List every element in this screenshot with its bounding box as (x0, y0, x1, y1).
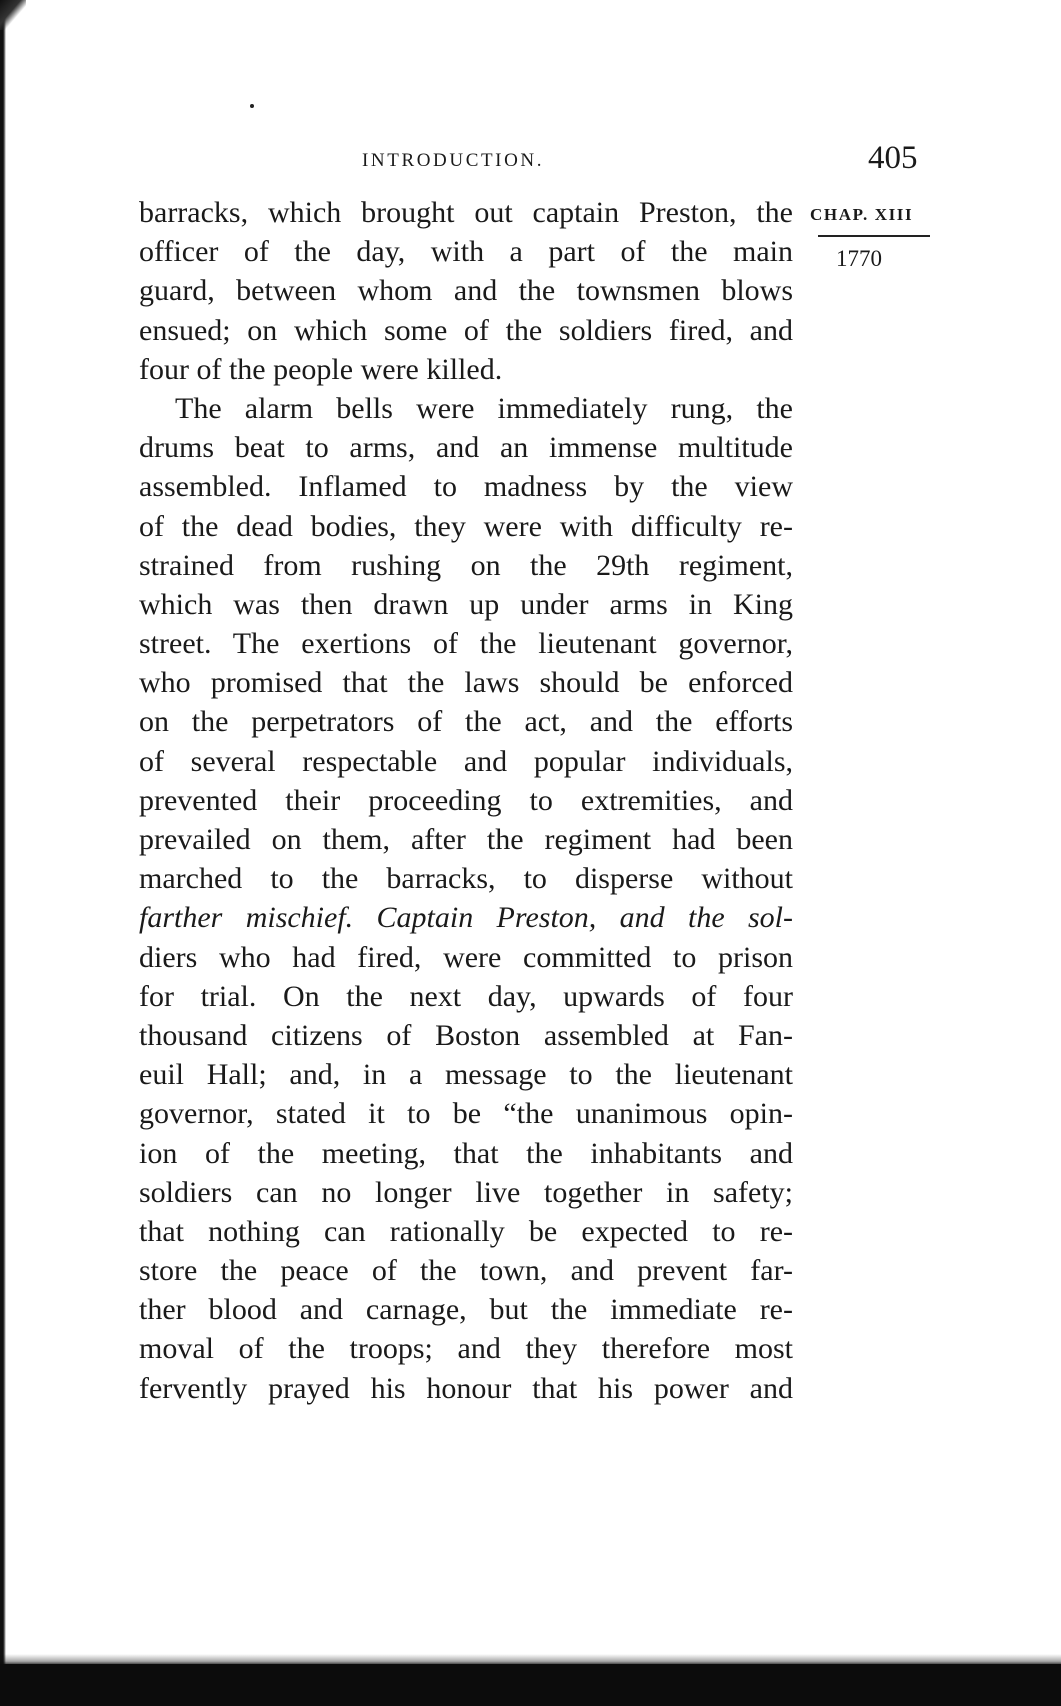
body-text (139, 193, 793, 1408)
text-line: soldiers can no longer live together in safety; (139, 1175, 793, 1209)
text-line: euil Hall; and, in a message to the lieutenant (139, 1058, 793, 1092)
text-line: prevailed on them, after the regiment had been (139, 823, 793, 856)
text-line: officer of the day, with a part of the main (139, 235, 793, 269)
text-line: guard, between whom and the townsmen blows (139, 274, 793, 308)
text-line: store the peace of the town, and prevent far- (139, 1254, 793, 1288)
text-line: prevented their proceeding to extremities, and (139, 783, 793, 817)
text-line: drums beat to arms, and an immense multitude (139, 431, 793, 465)
text-line: which was then drawn up under arms in King (139, 587, 793, 621)
text-line: barracks, which brought out captain Preston, the (139, 196, 793, 229)
page-number: 405 (868, 140, 918, 176)
text-line: of the dead bodies, they were with difficulty re- (139, 509, 793, 543)
text-line: that nothing can rationally be expected to re- (139, 1214, 793, 1248)
text-line: on the perpetrators of the act, and the efforts (139, 705, 793, 739)
binding-corner-shadow (0, 0, 26, 30)
text-line: The alarm bells were immediately rung, the (175, 391, 793, 425)
scan-speck (250, 104, 254, 108)
margin-rule (818, 235, 930, 237)
running-head: INTRODUCTION. (362, 150, 545, 171)
text-line: ion of the meeting, that the inhabitants and (139, 1136, 793, 1170)
text-line: moval of the troops; and they therefore most (139, 1332, 793, 1366)
text-line: four of the people were killed. (139, 352, 503, 386)
margin-year: 1770 (836, 246, 882, 271)
text-line: farther mischief. Captain Preston, and the sol- (139, 901, 793, 935)
text-line: strained from rushing on the 29th regiment, (139, 548, 793, 582)
text-line: diers who had fired, were committed to prison (139, 940, 793, 974)
text-line: marched to the barracks, to disperse without (139, 862, 793, 896)
scan-bottom-shadow (0, 1664, 1061, 1706)
text-line: who promised that the laws should be enforced (139, 666, 793, 700)
text-line: thousand citizens of Boston assembled at Fan- (139, 1018, 793, 1052)
margin-chapter-label: CHAP. XIII (810, 205, 914, 224)
text-line: street. The exertions of the lieutenant governor, (139, 627, 793, 661)
text-line: ensued; on which some of the soldiers fired, and (139, 313, 793, 347)
text-line: assembled. Inflamed to madness by the view (139, 470, 793, 504)
text-line: fervently prayed his honour that his power and (139, 1371, 793, 1405)
text-line: for trial. On the next day, upwards of four (139, 979, 793, 1013)
binding-edge (0, 0, 6, 1706)
text-line: governor, stated it to be “the unanimous opin- (139, 1097, 793, 1131)
text-line: ther blood and carnage, but the immediate re- (139, 1293, 793, 1327)
text-line: of several respectable and popular individuals, (139, 744, 793, 778)
